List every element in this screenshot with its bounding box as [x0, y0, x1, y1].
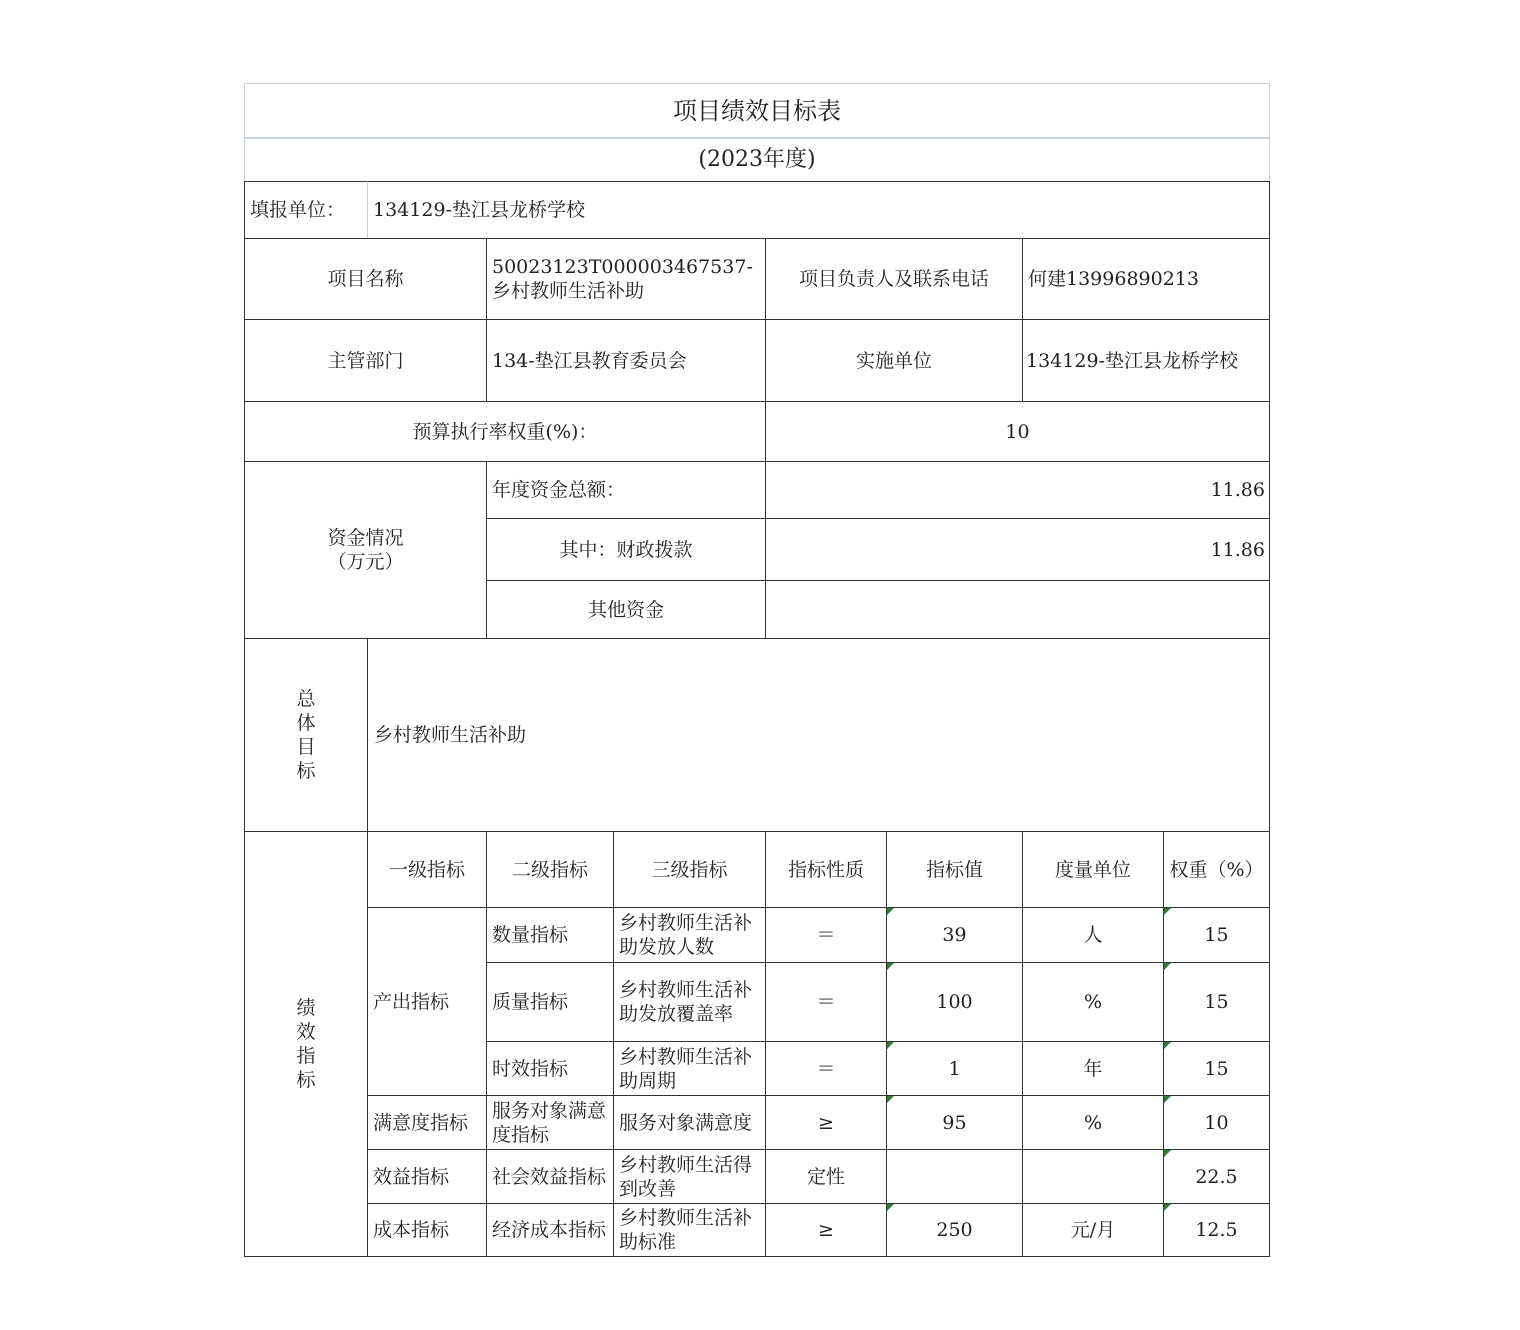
perf-row-l2: 质量指标: [486, 962, 614, 1042]
budget-rate-value: 10: [765, 401, 1270, 462]
perf-row-l1: 成本指标: [367, 1203, 487, 1257]
perf-row-l3: 乡村教师生活补助发放人数: [613, 907, 766, 963]
perf-header-l1: 一级指标: [367, 831, 487, 908]
cell-marker-icon: [1164, 908, 1171, 915]
perf-row-l1: 满意度指标: [367, 1095, 487, 1150]
perf-row-weight: 22.5: [1163, 1149, 1270, 1204]
goal-value: 乡村教师生活补助: [367, 638, 1270, 832]
dept-label: 主管部门: [244, 319, 487, 402]
cell-marker-icon: [1164, 1096, 1171, 1103]
perf-row-l2: 时效指标: [486, 1041, 614, 1096]
impl-label: 实施单位: [765, 319, 1023, 402]
perf-header-nature: 指标性质: [765, 831, 887, 908]
perf-row-l3: 乡村教师生活补助标准: [613, 1203, 766, 1257]
funds-label-line1: 资金情况: [327, 527, 404, 549]
perf-row-l3: 服务对象满意度: [613, 1095, 766, 1150]
perf-row-nature: 定性: [765, 1149, 887, 1204]
funds-total-label: 年度资金总额：: [486, 461, 766, 519]
perf-header-l3: 三级指标: [613, 831, 766, 908]
year-subtitle: (2023年度): [244, 138, 1270, 182]
dept-value: 134-垫江县教育委员会: [486, 319, 766, 402]
perf-row-unit: 人: [1022, 907, 1164, 963]
perf-row-nature: ＝: [765, 962, 887, 1042]
funds-other-label: 其他资金: [486, 580, 766, 639]
perf-row-l3: 乡村教师生活补助发放覆盖率: [613, 962, 766, 1042]
perf-row-weight: 10: [1163, 1095, 1270, 1150]
perf-row-value: [886, 1149, 1023, 1204]
unit-value: 134129-垫江县龙桥学校: [367, 181, 1270, 239]
project-name-value: 50023123T000003467537-乡村教师生活补助: [486, 238, 766, 320]
cell-marker-icon: [1164, 1042, 1171, 1049]
perf-l1-output: 产出指标: [367, 907, 487, 1096]
perf-row-nature: ＝: [765, 907, 887, 963]
budget-rate-label: 预算执行率权重(%)：: [244, 401, 766, 462]
perf-label: [244, 831, 368, 1257]
unit-label: 填报单位：: [244, 181, 368, 239]
perf-row-l2: 经济成本指标: [486, 1203, 614, 1257]
perf-row-l2: 服务对象满意度指标: [486, 1095, 614, 1150]
funds-total-value: 11.86: [765, 461, 1270, 519]
project-name-label: 项目名称: [244, 238, 487, 320]
perf-row-value: 39: [886, 907, 1023, 963]
cell-marker-icon: [887, 908, 894, 915]
perf-row-unit: 元/月: [1022, 1203, 1164, 1257]
perf-row-unit: %: [1022, 962, 1164, 1042]
perf-header-l2: 二级指标: [486, 831, 614, 908]
perf-row-l1: 效益指标: [367, 1149, 487, 1204]
goal-label-text: 总体目标: [296, 688, 316, 782]
perf-header-value: 指标值: [886, 831, 1023, 908]
cell-marker-icon: [1164, 963, 1171, 970]
impl-value: 134129-垫江县龙桥学校: [1022, 319, 1270, 402]
funds-fiscal-value: 11.86: [765, 518, 1270, 581]
perf-row-l2: 数量指标: [486, 907, 614, 963]
perf-row-unit: 年: [1022, 1041, 1164, 1096]
perf-row-nature: ＝: [765, 1041, 887, 1096]
perf-row-nature: ≥: [765, 1203, 887, 1257]
perf-header-weight: 权重（%）: [1163, 831, 1270, 908]
project-lead-value: 何建13996890213: [1022, 238, 1270, 320]
perf-row-l2: 社会效益指标: [486, 1149, 614, 1204]
perf-row-value: 95: [886, 1095, 1023, 1150]
perf-row-weight: 15: [1163, 907, 1270, 963]
perf-label-text: 绩效指标: [296, 997, 316, 1091]
perf-row-weight: 15: [1163, 962, 1270, 1042]
perf-row-value: 1: [886, 1041, 1023, 1096]
funds-other-value: [765, 580, 1270, 639]
cell-marker-icon: [887, 1096, 894, 1103]
cell-marker-icon: [887, 1204, 894, 1211]
perf-row-value: 100: [886, 962, 1023, 1042]
perf-row-weight: 15: [1163, 1041, 1270, 1096]
perf-row-nature: ≥: [765, 1095, 887, 1150]
perf-row-unit: %: [1022, 1095, 1164, 1150]
perf-row-l3: 乡村教师生活补助周期: [613, 1041, 766, 1096]
goal-label: [244, 638, 368, 832]
funds-label: [244, 461, 487, 639]
perf-row-l3: 乡村教师生活得到改善: [613, 1149, 766, 1204]
perf-row-unit: [1022, 1149, 1164, 1204]
cell-marker-icon: [1164, 1150, 1171, 1157]
page-title: 项目绩效目标表: [244, 83, 1270, 138]
project-lead-label: 项目负责人及联系电话: [765, 238, 1023, 320]
perf-header-unit: 度量单位: [1022, 831, 1164, 908]
cell-marker-icon: [887, 963, 894, 970]
perf-row-value: 250: [886, 1203, 1023, 1257]
funds-fiscal-label: 其中：财政拨款: [486, 518, 766, 581]
perf-row-weight: 12.5: [1163, 1203, 1270, 1257]
performance-target-table: [244, 83, 1270, 1257]
funds-label-line2: （万元）: [327, 551, 404, 573]
cell-marker-icon: [1164, 1204, 1171, 1211]
cell-marker-icon: [887, 1042, 894, 1049]
